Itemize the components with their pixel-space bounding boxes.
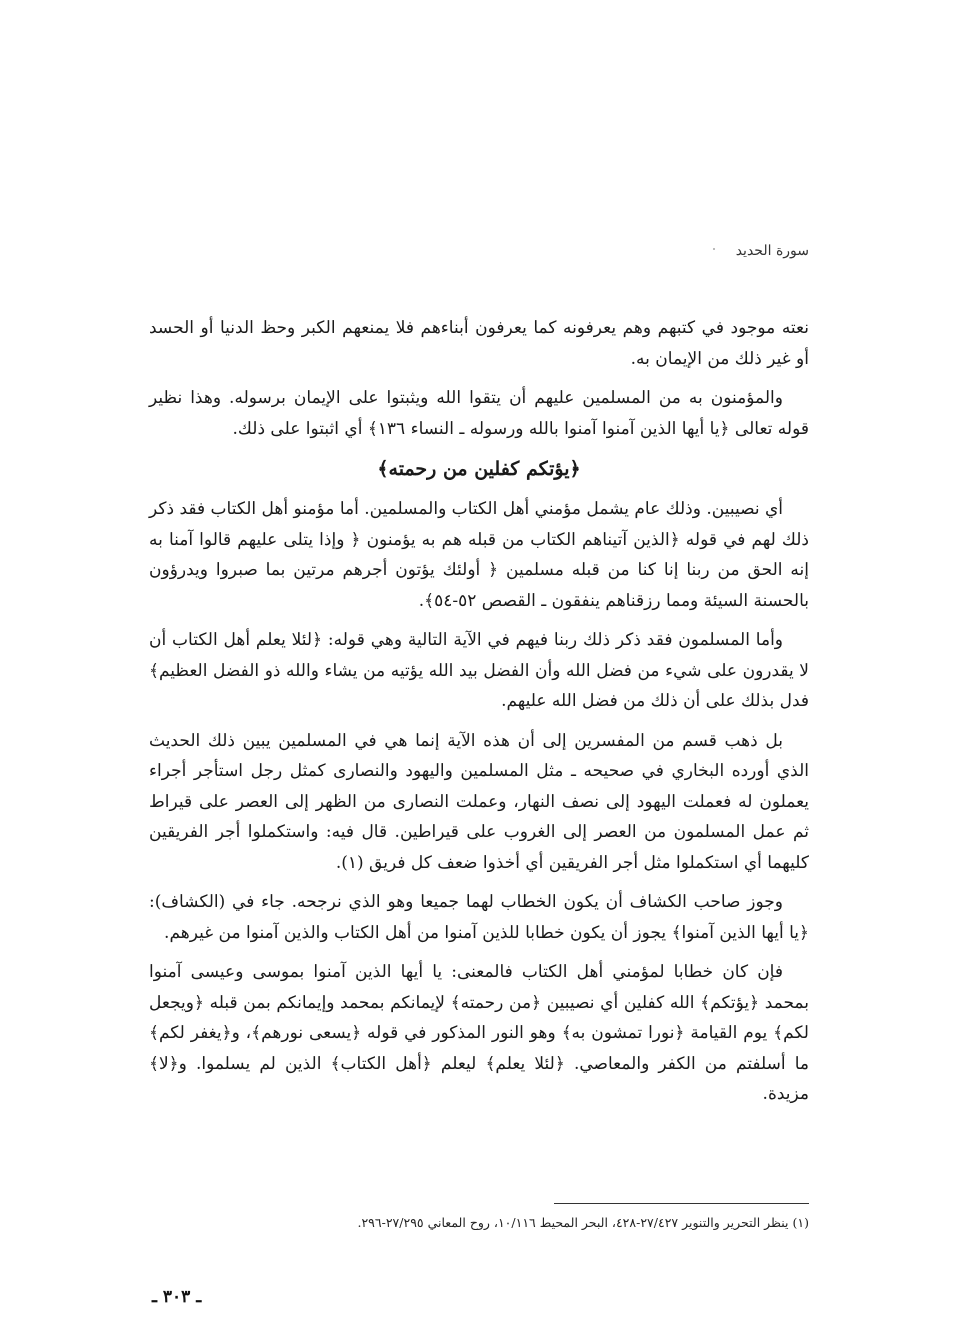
paragraph-1: نعته موجود في كتبهم وهم يعرفونه كما يعرفون أبناءهم فلا يمنعهم الكبر وحظ الدنيا أو الحسد أو غير ذلك من الإيمان به. xyxy=(149,318,809,369)
footnote: (١) ينظر التحرير والتنوير ٢٧/٤٢٧-٤٢٨، البحر المحيط ١٠/١١٦، روح المعاني ٢٧/٢٩٥-٢٩٦. xyxy=(357,1215,809,1230)
paragraph-5: بل ذهب قسم من المفسرين إلى أن هذه الآية إنما هي في المسلمين يبين ذلك الحديث الذي أورده البخاري في صحيحه ـ مثل المسلمين واليهود والنصارى كمثل رجل استأجر أجراء يعملون له فعملت اليهود إلى نصف النهار، وعملت النصارى من الظهر إلى العصر على قيراط ثم عمل المسلمون من العصر إلى الغروب على قيراطين. قال فيه: واستكملوا أجر الفريقين كليهما أي استكملوا مثل أجر الفريقين أي أخذوا ضعف كل فريق (١). xyxy=(149,730,809,873)
main-text xyxy=(149,313,809,1119)
paragraph-7: فإن كان خطابا لمؤمني أهل الكتاب فالمعنى: يا أيها الذين آمنوا بموسى وعيسى آمنوا بمحمد ﴿يؤتكم﴾ الله كفلين أي نصيبين ﴿من رحمته﴾ لإيمانكم بمحمد وإيمانكم بمن قبله ﴿ويجعل لكم﴾ يوم القيامة ﴿نورا تمشون به﴾ وهو النور المذكور في قوله ﴿يسعى نورهم﴾، و﴿يغفر لكم﴾ ما أسلفتم من الكفر والمعاصي. ﴿لئلا يعلم﴾ ليعلم ﴿أهل الكتاب﴾ الذين لم يسلموا. و﴿لا﴾ مزيدة. xyxy=(149,962,809,1104)
paragraph-4: وأما المسلمون فقد ذكر ذلك ربنا فيهم في الآية التالية وهي قوله: ﴿لئلا يعلم أهل الكتاب أن لا يقدرون على شيء من فضل الله وأن الفضل بيد الله يؤتيه من يشاء والله ذو الفضل العظيم﴾ فدل بذلك على أن ذلك من فضل الله عليهم. xyxy=(149,630,809,711)
page-number: ـ ٣٠٣ ـ xyxy=(152,1287,202,1307)
verse-heading: ﴿يؤتكم كفلين من رحمته﴾ xyxy=(377,458,581,480)
header-dot-mark xyxy=(713,248,715,250)
paragraph-2: والمؤمنون به من المسلمين عليهم أن يتقوا الله ويثبتوا على الإيمان برسوله. وهذا نظير قوله تعالى ﴿يا أيها الذين آمنوا آمنوا بالله ورسوله ـ النساء ١٣٦﴾ أي اثبتوا على ذلك. xyxy=(149,388,809,439)
footnote-divider xyxy=(554,1203,809,1204)
paragraph-3: أي نصيبين. وذلك عام يشمل مؤمني أهل الكتاب والمسلمين. أما مؤمنو أهل الكتاب فقد ذكر ذلك لهم في قوله ﴿الذين آتيناهم الكتاب من قبله هم به يؤمنون ﴿ وإذا يتلى عليهم قالوا آمنا به إنه الحق من ربنا إنا كنا من قبله مسلمين ﴿ أولئك يؤتون أجرهم مرتين بما صبروا ويدرؤون بالحسنة السيئة ومما رزقناهم ينفقون ـ القصص ٥٢-٥٤﴾. xyxy=(149,499,809,611)
paragraph-6: وجوز صاحب الكشاف أن يكون الخطاب لهما جميعا وهو الذي نرجحه. جاء في (الكشاف): ﴿يا أيها الذين آمنوا﴾ يجوز أن يكون خطابا للذين آمنوا من أهل الكتاب والذين آمنوا من غيرهم. xyxy=(149,892,809,943)
running-header: سورة الحديد xyxy=(735,243,809,259)
